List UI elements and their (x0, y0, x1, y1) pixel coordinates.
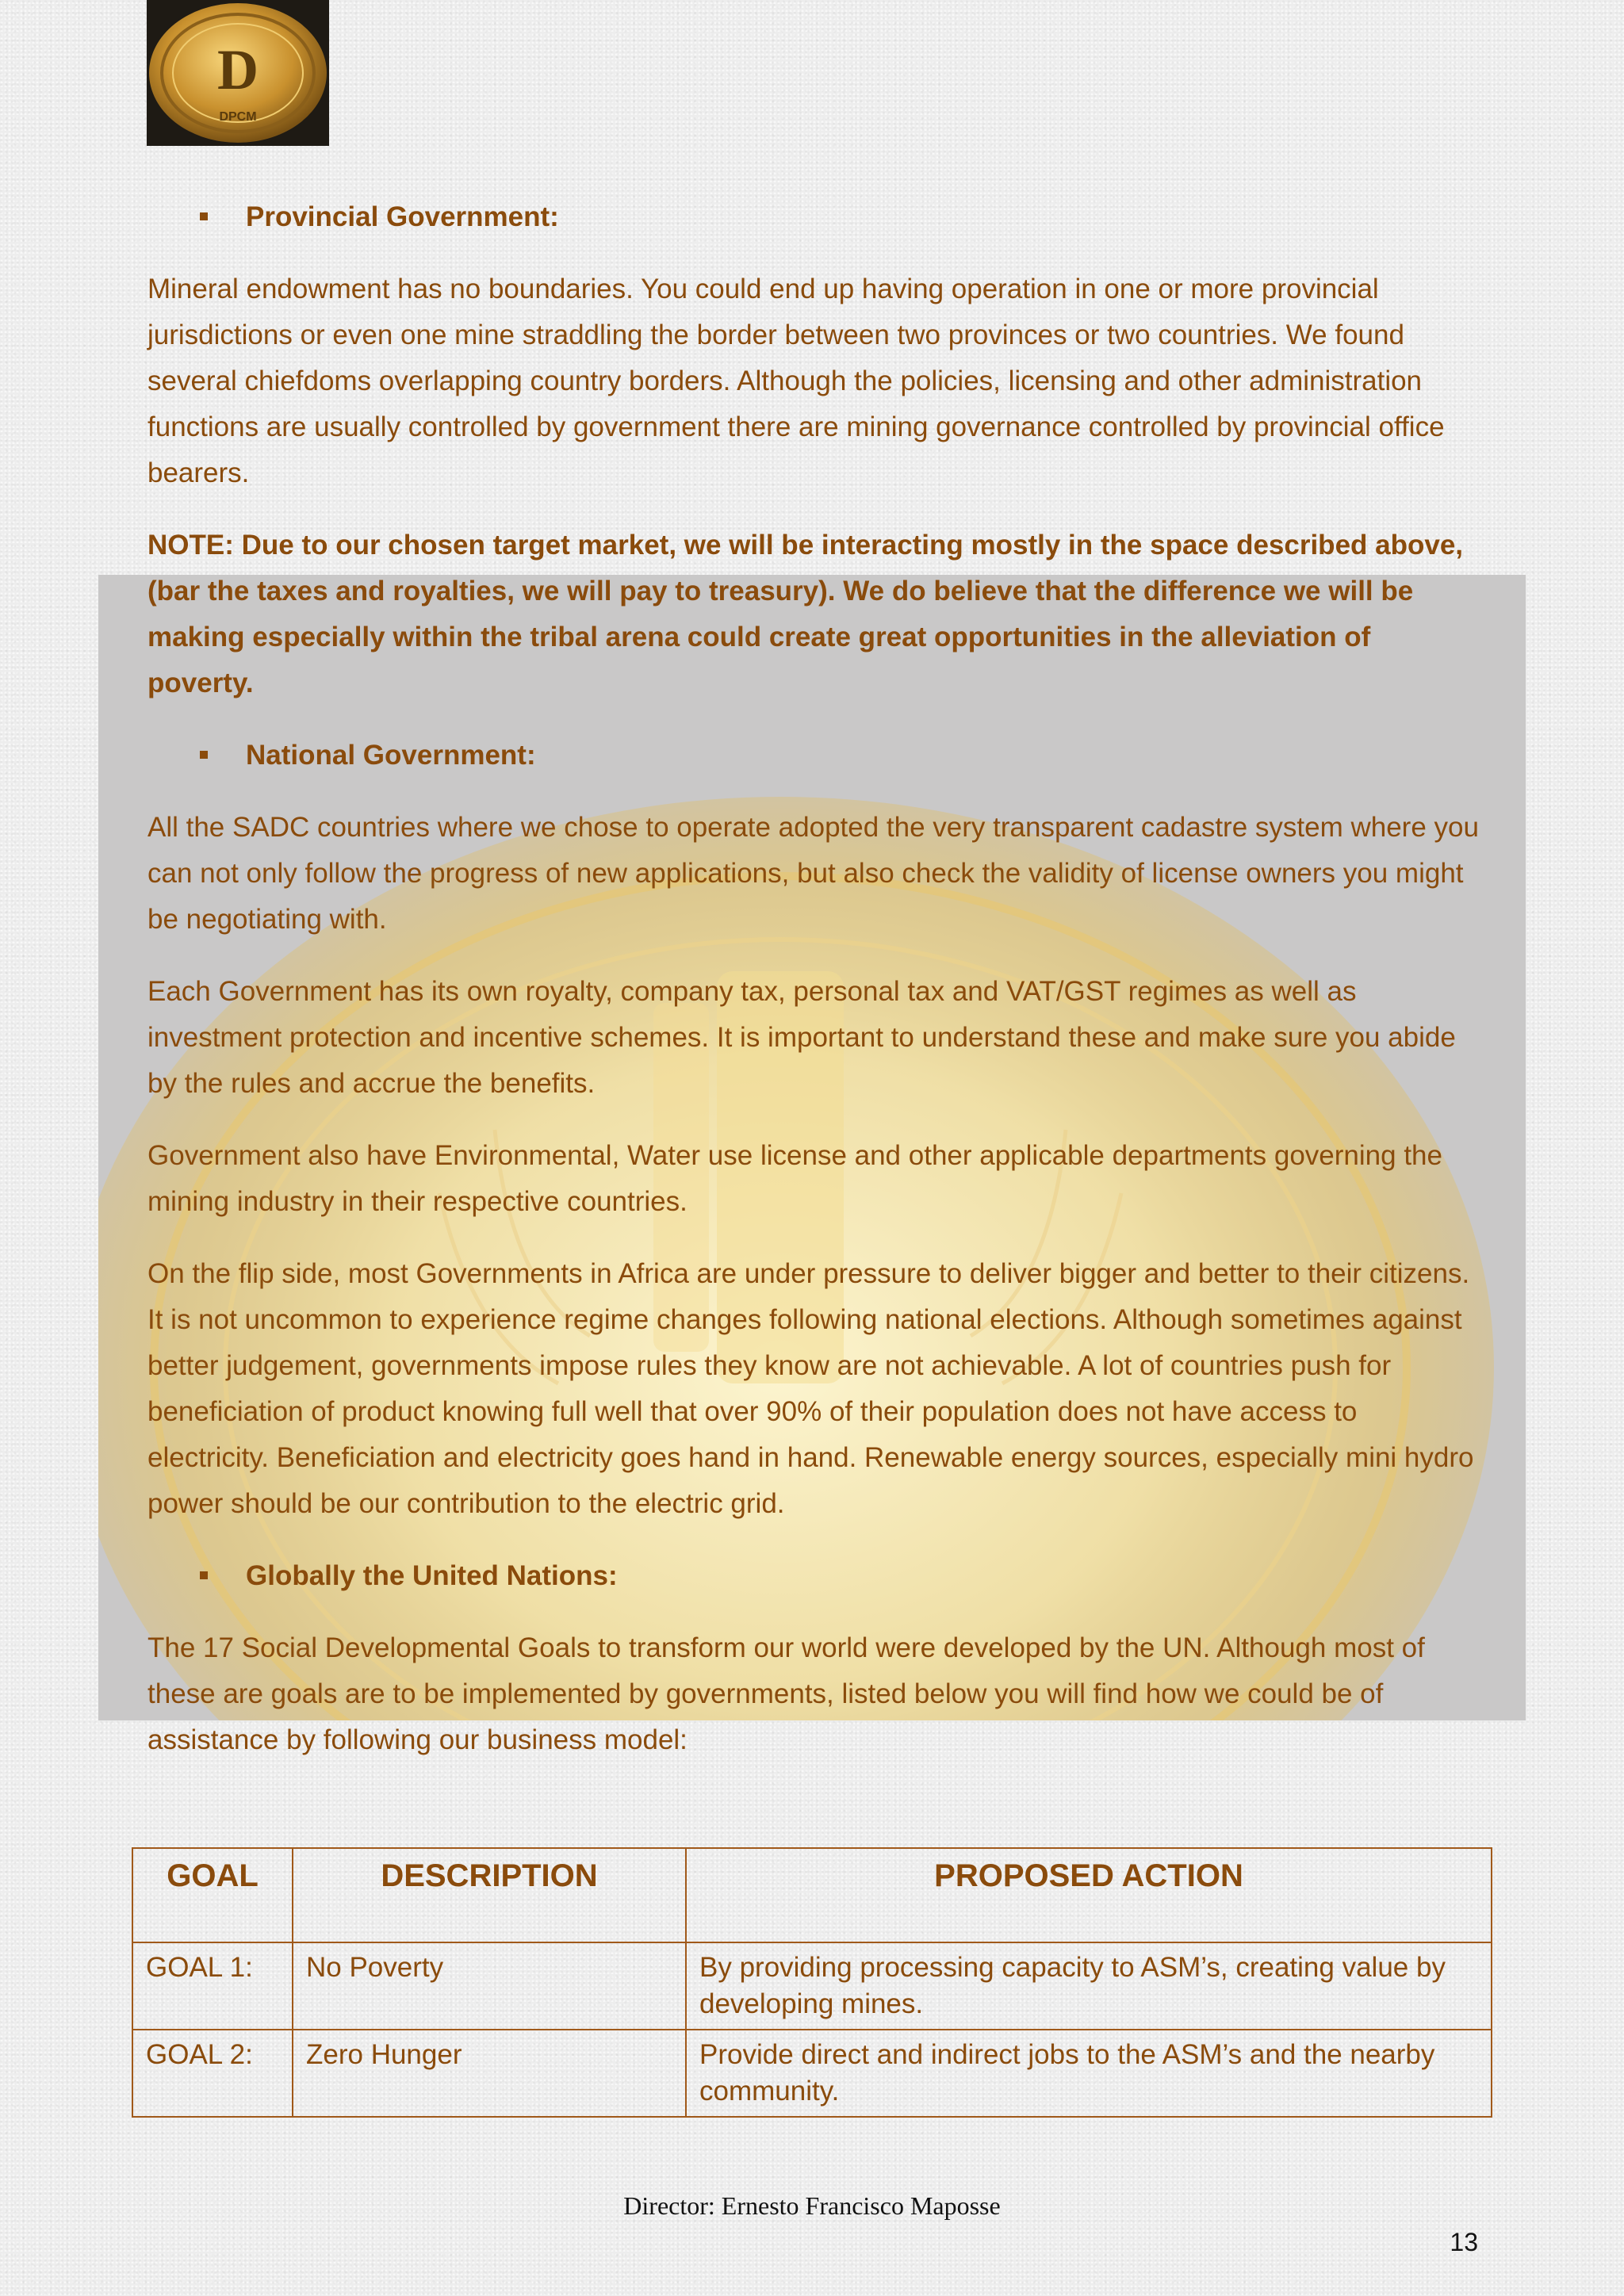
paragraph: Each Government has its own royalty, company tax, personal tax and VAT/GST regimes as well as investment protection and incentive schemes. It is important to understand these and make sure you abide by the rules and accrue the benefits. (147, 976, 1456, 1099)
paragraph: All the SADC countries where we chose to operate adopted the very transparent cadastre system where you can not only follow the progress of new applications, but also check the validity of license owners you might be negotiating with. (147, 812, 1479, 935)
paragraph: Government also have Environmental, Water use license and other applicable departments governing the mining industry in their respective countries. (147, 1140, 1442, 1217)
footer-director: Director: Ernesto Francisco Maposse (623, 2191, 1001, 2220)
square-bullet-icon (200, 212, 208, 220)
document-body (147, 194, 1480, 1789)
square-bullet-icon (200, 1571, 208, 1579)
page-number: 13 (1450, 2228, 1478, 2256)
paragraph: The 17 Social Developmental Goals to transform our world were developed by the UN. Although most of these are goals are to be implemented by governments, listed below you will find how we could be of assistance by following our business model: (147, 1632, 1425, 1755)
header-goal: GOAL (132, 1848, 293, 1942)
paragraph: Mineral endowment has no boundaries. You could end up having operation in one or more provincial jurisdictions or even one mine straddling the border between two provinces or two countries. We found several chiefdoms overlapping country borders. Although the policies, licensing and other administration functions are usually controlled by government there are mining governance controlled by provincial office bearers. (147, 274, 1445, 488)
table-row (132, 1942, 1492, 2030)
company-logo (147, 0, 329, 146)
header-proposed-action: PROPOSED ACTION (686, 1848, 1492, 1942)
goal-cell: GOAL 1: (132, 1942, 293, 2030)
header-description: DESCRIPTION (293, 1848, 686, 1942)
note-paragraph: NOTE: Due to our chosen target market, we will be interacting mostly in the space described above, (bar the taxes and royalties, we will pay to treasury). We do believe that the difference we will be making especially within the tribal arena could create great opportunities in the alleviation of poverty. (147, 530, 1464, 698)
table-row (132, 2030, 1492, 2117)
action-cell: By providing processing capacity to ASM’s, creating value by developing mines. (686, 1942, 1492, 2030)
logo-caption: DPCM (219, 110, 257, 124)
description-cell: No Poverty (293, 1942, 686, 2030)
goal-cell: GOAL 2: (132, 2030, 293, 2117)
section-heading: Globally the United Nations: (147, 1553, 1480, 1599)
sdg-goals-table (132, 1847, 1492, 2118)
section-heading: National Government: (147, 733, 1480, 779)
action-cell: Provide direct and indirect jobs to the ASM’s and the nearby community. (686, 2030, 1492, 2117)
section-heading: Provincial Government: (147, 194, 1480, 240)
square-bullet-icon (200, 751, 208, 759)
paragraph: On the flip side, most Governments in Africa are under pressure to deliver bigger and better to their citizens. It is not uncommon to experience regime changes following national elections. Although sometimes against better judgement, governments impose rules they know are not achievable. A lot of countries push for beneficiation of product knowing full well that over 90% of their population does not have access to electricity. Beneficiation and electricity goes hand in hand. Renewable energy sources, especially mini hydro power should be our contribution to the electric grid. (147, 1258, 1474, 1519)
description-cell: Zero Hunger (293, 2030, 686, 2117)
logo-letter: D (217, 38, 259, 101)
table-header-row (132, 1848, 1492, 1942)
